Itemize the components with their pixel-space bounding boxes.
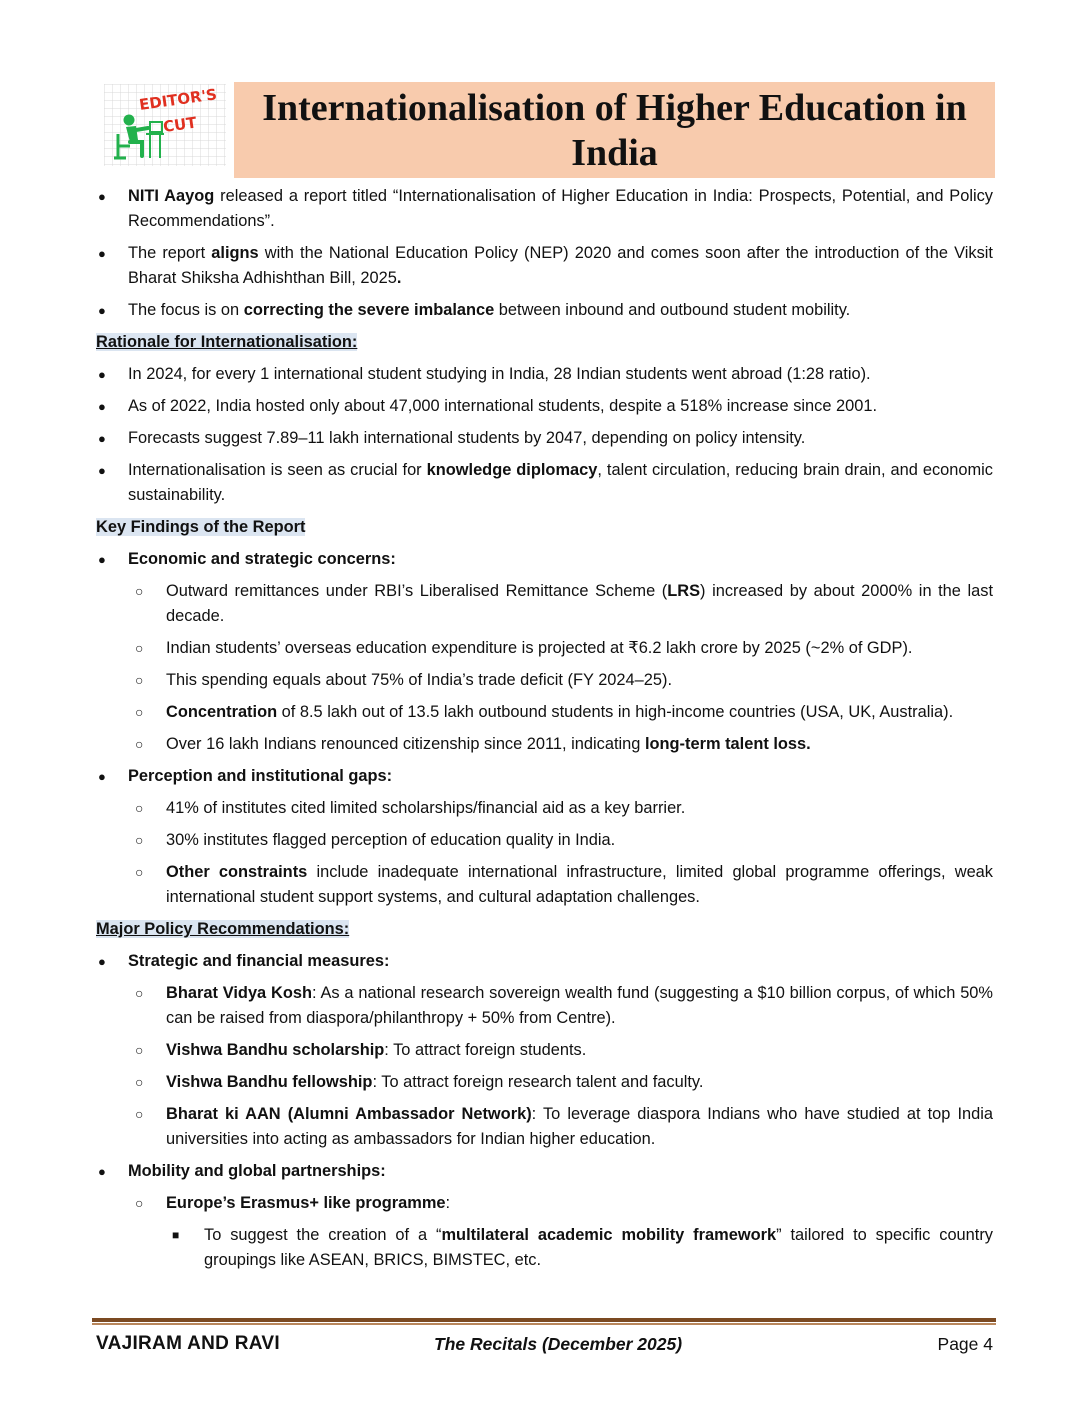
footer-divider-thin — [92, 1323, 996, 1325]
rationale-bullet: ● Internationalisation is seen as crucial for knowledge diplomacy, talent circulation, reducing brain drain, and economic sustainability. — [96, 458, 993, 508]
findings-subheading: ● Economic and strategic concerns: — [96, 547, 993, 572]
finding-item: ○ Other constraints include inadequate international infrastructure, limited global programme offerings, weak international student support systems, and cultural adaptation challenges. — [96, 860, 993, 910]
svg-text:CUT: CUT — [162, 113, 198, 136]
title-banner — [234, 82, 995, 178]
findings-subheading: ● Perception and institutional gaps: — [96, 764, 993, 789]
intro-bullet: ● The report aligns with the National Education Policy (NEP) 2020 and comes soon after the introduction of the Viksit Bharat Shiksha Adhishthan Bill, 2025. — [96, 241, 993, 291]
footer-divider — [92, 1318, 996, 1322]
rationale-bullet: ● In 2024, for every 1 international student studying in India, 28 Indian students went abroad (1:28 ratio). — [96, 362, 993, 387]
recommendations-subheading: ● Mobility and global partnerships: — [96, 1159, 993, 1184]
recommendation-subitem: ■ To suggest the creation of a “multilateral academic mobility framework” tailored to specific country groupings like ASEAN, BRICS, BIMSTEC, etc. — [96, 1223, 993, 1273]
finding-item: ○ Indian students’ overseas education expenditure is projected at ₹6.2 lakh crore by 2025 (~2% of GDP). — [96, 636, 993, 661]
editors-cut-logo — [104, 84, 226, 166]
finding-item: ○ Outward remittances under RBI’s Liberalised Remittance Scheme (LRS) increased by about 2000% in the last decade. — [96, 579, 993, 629]
recommendation-item: ○ Bharat Vidya Kosh: As a national research sovereign wealth fund (suggesting a $10 billion corpus, of which 50% can be raised from diaspora/philanthropy + 50% from Centre). — [96, 981, 993, 1031]
recommendation-item: ○ Bharat ki AAN (Alumni Ambassador Network): To leverage diaspora Indians who have studied at top India universities into acting as ambassadors for Indian higher education. — [96, 1102, 993, 1152]
recommendations-subheading: ● Strategic and financial measures: — [96, 949, 993, 974]
footer-page-number: Page 4 — [937, 1334, 993, 1354]
page-footer — [96, 1333, 993, 1359]
footer-publication: The Recitals (December 2025) — [434, 1334, 683, 1354]
finding-item: ○ 30% institutes flagged perception of education quality in India. — [96, 828, 993, 853]
recommendation-item: ○ Europe’s Erasmus+ like programme: — [96, 1191, 993, 1216]
finding-item: ○ 41% of institutes cited limited scholarships/financial aid as a key barrier. — [96, 796, 993, 821]
section-heading-rationale: Rationale for Internationalisation: — [96, 333, 358, 351]
finding-item: ○ This spending equals about 75% of India’s trade deficit (FY 2024–25). — [96, 668, 993, 693]
rationale-bullet: ● Forecasts suggest 7.89–11 lakh international students by 2047, depending on policy intensity. — [96, 426, 993, 451]
section-heading-recommendations: Major Policy Recommendations: — [96, 920, 350, 938]
footer-org: VAJIRAM AND RAVI — [96, 1333, 280, 1354]
section-heading-findings: Key Findings of the Report — [96, 518, 306, 536]
finding-item: ○ Over 16 lakh Indians renounced citizenship since 2011, indicating long-term talent loss. — [96, 732, 993, 757]
svg-text:EDITOR'S: EDITOR'S — [138, 85, 219, 114]
intro-bullet: ● The focus is on correcting the severe imbalance between inbound and outbound student mobility. — [96, 298, 993, 323]
rationale-bullet: ● As of 2022, India hosted only about 47,000 international students, despite a 518% increase since 2001. — [96, 394, 993, 419]
finding-item: ○ Concentration of 8.5 lakh out of 13.5 lakh outbound students in high-income countries (USA, UK, Australia). — [96, 700, 993, 725]
recommendation-item: ○ Vishwa Bandhu scholarship: To attract foreign students. — [96, 1038, 993, 1063]
page-title: Internationalisation of Higher Education in India — [262, 87, 967, 174]
article-body — [96, 184, 993, 1280]
recommendation-item: ○ Vishwa Bandhu fellowship: To attract foreign research talent and faculty. — [96, 1070, 993, 1095]
intro-bullet: ● NITI Aayog released a report titled “Internationalisation of Higher Education in India: Prospects, Potential, and Policy Recommendations”. — [96, 184, 993, 234]
